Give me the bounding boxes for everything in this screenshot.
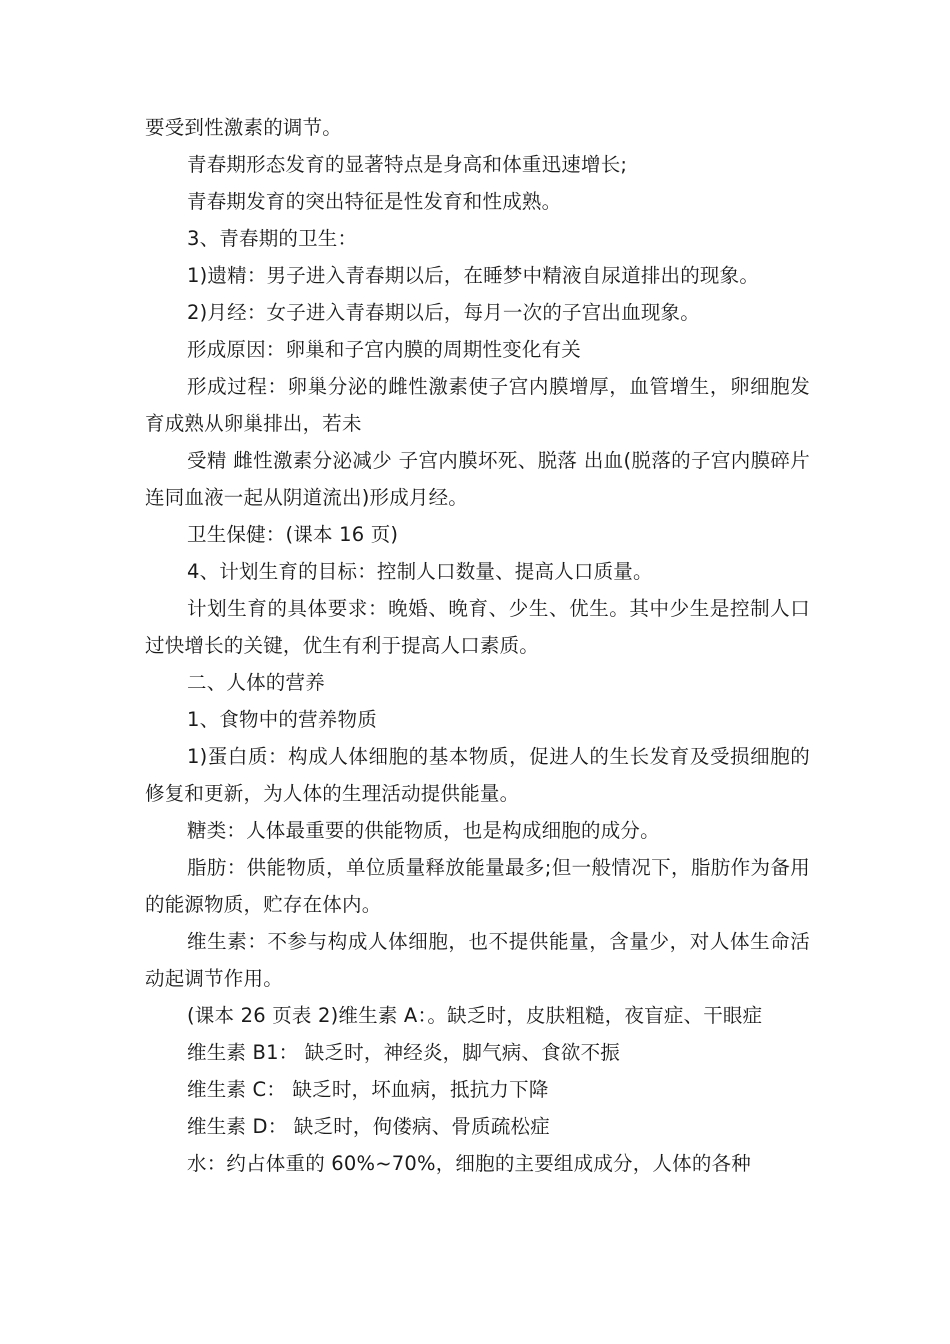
paragraph: 形成过程：卵巢分泌的雌性激素使子宫内膜增厚，血管增生，卵细胞发育成熟从卵巢排出，若未 xyxy=(145,375,810,435)
paragraph: 维生素：不参与构成人体细胞，也不提供能量，含量少，对人体生命活动起调节作用。 xyxy=(145,930,810,990)
paragraph: (课本 26 页表 2)维生素 A：。缺乏时，皮肤粗糙，夜盲症、干眼症 xyxy=(187,1004,763,1027)
paragraph: 要受到性激素的调节。 xyxy=(145,116,343,139)
paragraph: 糖类：人体最重要的供能物质，也是构成细胞的成分。 xyxy=(187,819,660,842)
section-heading: 4、计划生育的目标：控制人口数量、提高人口质量。 xyxy=(187,560,653,583)
paragraph: 1)遗精：男子进入青春期以后，在睡梦中精液自尿道排出的现象。 xyxy=(187,264,760,287)
paragraph: 维生素 B1： 缺乏时，神经炎，脚气病、食欲不振 xyxy=(187,1041,620,1064)
paragraph: 1)蛋白质：构成人体细胞的基本物质，促进人的生长发育及受损细胞的修复和更新，为人体的生理活动提供能量。 xyxy=(145,745,810,805)
paragraph: 青春期发育的突出特征是性发育和性成熟。 xyxy=(187,190,562,213)
paragraph: 计划生育的具体要求：晚婚、晚育、少生、优生。其中少生是控制人口过快增长的关键，优生有利于提高人口素质。 xyxy=(145,597,810,657)
paragraph: 2)月经：女子进入青春期以后，每月一次的子宫出血现象。 xyxy=(187,301,700,324)
paragraph: 维生素 D： 缺乏时，佝偻病、骨质疏松症 xyxy=(187,1115,550,1138)
paragraph: 卫生保健：(课本 16 页) xyxy=(187,523,399,546)
document-body xyxy=(145,109,810,1182)
paragraph: 受精 雌性激素分泌减少 子宫内膜坏死、脱落 出血(脱落的子宫内膜碎片连同血液一起从阴道流出)形成月经。 xyxy=(145,449,810,509)
paragraph: 形成原因：卵巢和子宫内膜的周期性变化有关 xyxy=(187,338,582,361)
paragraph: 脂肪：供能物质，单位质量释放能量最多;但一般情况下，脂肪作为备用的能源物质，贮存在体内。 xyxy=(145,856,810,916)
paragraph: 青春期形态发育的显著特点是身高和体重迅速增长; xyxy=(187,153,628,176)
paragraph: 维生素 C： 缺乏时，坏血病，抵抗力下降 xyxy=(187,1078,549,1101)
section-heading: 二、人体的营养 xyxy=(187,671,325,694)
paragraph: 水：约占体重的 60%~70%，细胞的主要组成成分，人体的各种 xyxy=(187,1152,751,1175)
section-heading: 1、食物中的营养物质 xyxy=(187,708,377,731)
section-heading: 3、青春期的卫生： xyxy=(187,227,358,250)
